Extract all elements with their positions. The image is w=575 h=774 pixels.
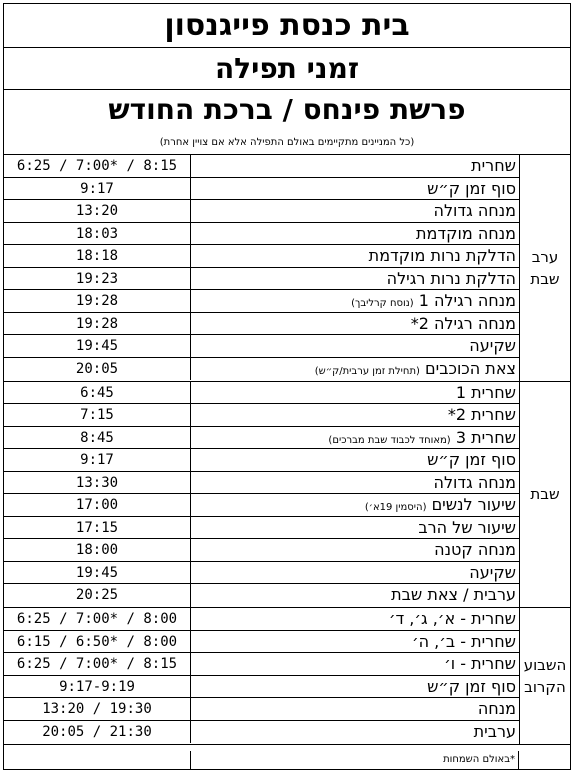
prayer-time: 18:00 [75, 542, 119, 558]
schedule-row [4, 427, 519, 450]
schedule-row [4, 517, 519, 540]
prayer-time: 6:15 / 6:50* / 8:00 [16, 633, 178, 650]
schedule-row [4, 290, 519, 313]
prayer-time: 13:30 [75, 474, 119, 491]
prayer-name [190, 382, 519, 404]
section-label: השבוע הקרוב [519, 608, 570, 744]
prayer-name-text: הדלקת נרות רגילה [386, 268, 516, 288]
section-erev-shabbat [4, 155, 570, 382]
prayer-time: 20:05 [75, 360, 119, 377]
prayer-name [190, 494, 519, 516]
prayer-name [190, 290, 519, 312]
prayer-time: 19:28 [75, 293, 119, 309]
prayer-name-text: מנחה גדולה [433, 201, 516, 220]
prayer-name [190, 721, 519, 744]
prayer-time: 9:17 [80, 180, 114, 197]
prayer-name [190, 155, 519, 177]
prayer-name [190, 245, 519, 267]
schedule-sheet [3, 3, 571, 770]
prayer-time: 9:17 [80, 452, 114, 468]
prayer-time: 6:45 [80, 384, 114, 401]
prayer-name [190, 268, 519, 290]
prayer-name [190, 404, 519, 426]
prayer-time: 13:20 / 19:30 [42, 701, 152, 717]
prayer-note: (מאוחד לכבוד שבת מברכים) [328, 434, 451, 446]
schedule-row [4, 631, 519, 654]
prayer-name [190, 335, 519, 357]
prayer-name-text: צאת הכוכבים [425, 358, 516, 378]
prayer-name-text: שחרית - א׳, ג׳, ד׳ [388, 609, 516, 628]
prayer-time: 8:45 [80, 429, 114, 446]
prayer-name-text: שיעור לנשים [431, 495, 516, 514]
prayer-note: (נוסח קרליבך) [351, 298, 414, 309]
schedule-row [4, 358, 519, 381]
schedule-row [4, 382, 519, 405]
prayer-name [190, 449, 519, 471]
section-shabbat [4, 382, 570, 609]
prayer-name [190, 562, 519, 584]
schedule-row [4, 449, 519, 472]
prayer-name [190, 539, 519, 561]
prayer-name [190, 313, 519, 335]
prayer-times-heading: זמני תפילה [4, 48, 570, 90]
prayer-time: 19:23 [75, 270, 119, 287]
schedule-row [4, 608, 519, 631]
prayer-time: 20:25 [75, 587, 119, 603]
schedule-row [4, 268, 519, 291]
prayer-name-text: שחרית - ו׳ [444, 654, 516, 673]
prayer-name-text: ערבית / צאת שבת [391, 585, 516, 604]
section-coming-week [4, 608, 570, 745]
schedule-row [4, 155, 519, 178]
prayer-name [190, 178, 519, 200]
prayer-time: 6:25 / 7:00* / 8:15 [16, 158, 178, 174]
prayer-name-text: שחרית 3 [455, 427, 516, 447]
prayer-name [190, 608, 519, 630]
prayer-name [190, 584, 519, 607]
prayer-name [190, 631, 519, 653]
schedule-row [4, 245, 519, 268]
prayer-time: 13:20 [75, 203, 119, 219]
schedule-row [4, 698, 519, 721]
section-label: ערב שבת [519, 155, 570, 381]
prayer-time: 19:45 [75, 338, 119, 354]
prayer-name [190, 676, 519, 698]
schedule-row [4, 653, 519, 676]
prayer-time: 9:17-9:19 [59, 678, 135, 695]
prayer-name-text: סוף זמן ק״ש [427, 450, 516, 469]
schedule-row [4, 178, 519, 201]
prayer-name-text: סוף זמן ק״ש [427, 178, 516, 198]
schedule-row [4, 562, 519, 585]
prayer-name-text: מנחה רגילה 1 [418, 291, 516, 310]
footnote: *באולם השמחות [190, 751, 519, 769]
prayer-time: 19:45 [75, 564, 119, 581]
prayer-note: (היסמין 19א׳) [364, 502, 427, 513]
schedule-row [4, 223, 519, 246]
prayer-time: 18:03 [75, 225, 119, 242]
schedule-row [4, 584, 519, 607]
prayer-name [190, 427, 519, 449]
schedule-row [4, 200, 519, 223]
prayer-name [190, 472, 519, 494]
schedule-row [4, 404, 519, 427]
prayer-name-text: שקיעה [469, 562, 516, 582]
prayer-note: (תחילת זמן ערבית/ק״ש) [314, 365, 420, 377]
prayer-name-text: שיעור של הרב [418, 517, 516, 537]
prayer-name [190, 653, 519, 675]
prayer-name [190, 223, 519, 245]
schedule-row [4, 472, 519, 495]
location-note: (כל המניינים מתקיימים באולם התפילה אלא אם צויין אחרת) [4, 130, 570, 155]
prayer-time: 7:15 [80, 407, 114, 423]
prayer-name-text: מנחה רגילה 2* [410, 313, 516, 333]
prayer-name-text: הדלקת נרות מוקדמת [368, 246, 516, 265]
prayer-name-text: מנחה קטנה [434, 540, 516, 559]
prayer-name [190, 358, 519, 381]
prayer-time: 20:05 / 21:30 [42, 723, 152, 740]
prayer-name-text: סוף זמן ק״ש [427, 676, 516, 696]
prayer-time: 17:15 [75, 519, 119, 536]
section-label: שבת [519, 382, 570, 608]
footnote-row [4, 751, 570, 769]
prayer-time: 6:25 / 7:00* / 8:15 [16, 656, 178, 672]
prayer-name-text: שחרית [471, 156, 516, 175]
schedule-row [4, 494, 519, 517]
schedule-row [4, 335, 519, 358]
schedule-row [4, 313, 519, 336]
parasha-heading: פרשת פינחס / ברכת החודש [108, 93, 466, 126]
prayer-name-text: מנחה [477, 699, 516, 718]
prayer-time: 19:28 [75, 315, 119, 332]
prayer-time: 18:18 [75, 248, 119, 264]
prayer-name [190, 200, 519, 222]
prayer-name-text: שקיעה [469, 336, 516, 355]
prayer-name [190, 517, 519, 539]
prayer-name-text: שחרית 1 [455, 382, 516, 402]
schedule-row [4, 539, 519, 562]
schedule-row [4, 721, 519, 744]
prayer-time: 17:00 [75, 497, 119, 513]
schedule-row [4, 676, 519, 699]
synagogue-title: בית כנסת פייגנסון [4, 4, 570, 48]
prayer-name [190, 698, 519, 720]
prayer-name-text: מנחה גדולה [433, 472, 516, 492]
prayer-time: 6:25 / 7:00* / 8:00 [16, 611, 178, 627]
prayer-name-text: שחרית 2* [447, 405, 516, 424]
prayer-name-text: מנחה מוקדמת [416, 223, 516, 243]
prayer-name-text: שחרית - ב׳, ה׳ [411, 631, 516, 651]
prayer-name-text: ערבית [473, 721, 516, 741]
